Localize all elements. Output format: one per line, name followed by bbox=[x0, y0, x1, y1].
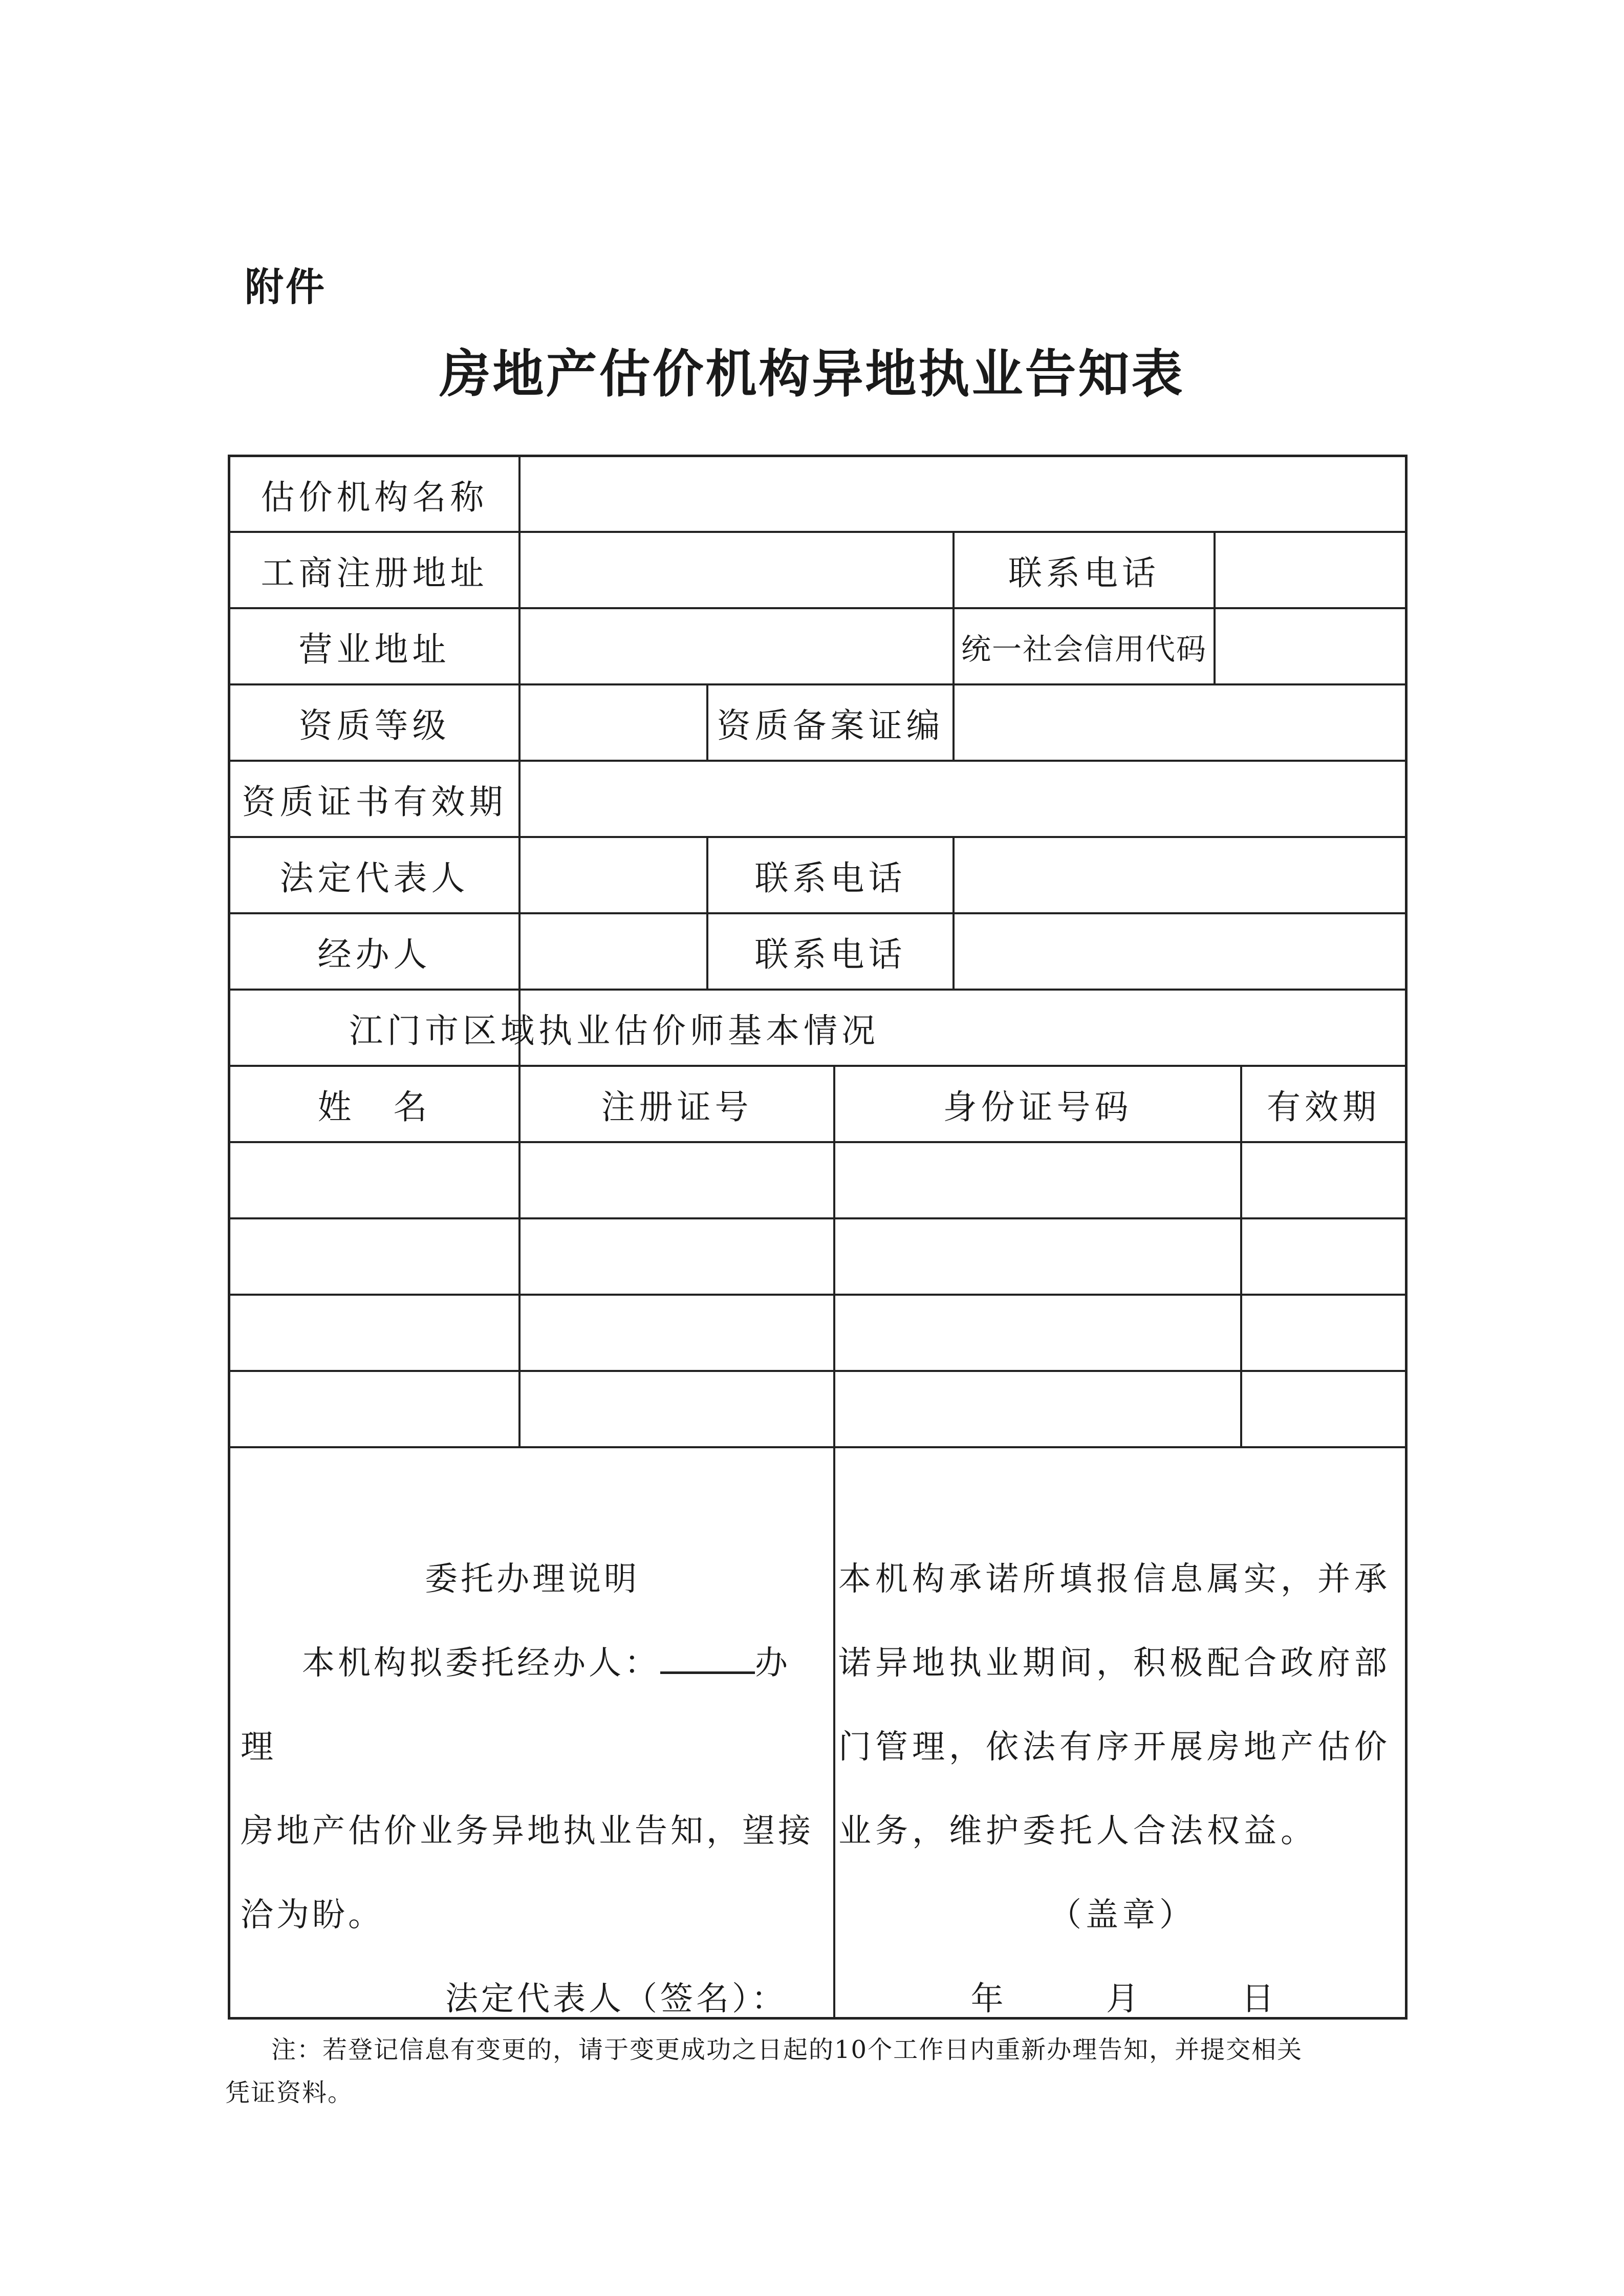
input-credit-code[interactable] bbox=[1216, 609, 1405, 683]
input-qualification-record-no[interactable] bbox=[955, 685, 1405, 760]
label-legal-rep: 法定代表人 bbox=[279, 859, 469, 898]
footnote bbox=[225, 2028, 1413, 2114]
entrust-line-1: 本机构拟委托经办人： 办理 bbox=[241, 1621, 824, 1789]
handler-blank[interactable] bbox=[660, 1643, 755, 1674]
input-qualification-level[interactable] bbox=[521, 685, 706, 760]
date-line: 年 月 日 bbox=[970, 1980, 1305, 2018]
column-header-validity: 有效期 bbox=[1267, 1087, 1380, 1127]
signature-line: 法定代表人（签名）： bbox=[445, 1980, 787, 2018]
row-line bbox=[230, 1446, 1405, 1448]
column-header-reg-no: 注册证号 bbox=[601, 1087, 753, 1127]
footnote-line-2: 凭证资料。 bbox=[225, 2078, 354, 2107]
table-row[interactable] bbox=[230, 1219, 1405, 1294]
notification-form bbox=[228, 455, 1408, 2020]
label-contact-phone-3: 联系电话 bbox=[754, 935, 906, 974]
promise-line-4: 业务，维护委托人合法权益。 bbox=[838, 1812, 1317, 1850]
input-contact-phone-3[interactable] bbox=[955, 914, 1405, 989]
entrust-explanation bbox=[241, 1537, 824, 2041]
input-reg-address[interactable] bbox=[521, 533, 952, 607]
input-handler[interactable] bbox=[521, 914, 706, 989]
label-business-address: 营业地址 bbox=[298, 630, 450, 669]
promise-line-2: 诺异地执业期间，积极配合政府部 bbox=[838, 1644, 1391, 1682]
entrust-heading: 委托办理说明 bbox=[425, 1560, 640, 1598]
input-contact-phone-2[interactable] bbox=[955, 838, 1405, 912]
input-org-name[interactable] bbox=[521, 457, 1405, 531]
table-row[interactable] bbox=[230, 1296, 1405, 1370]
label-org-name: 估价机构名称 bbox=[261, 477, 488, 517]
label-credit-code: 统一社会信用代码 bbox=[961, 631, 1207, 667]
promise-line-1: 本机构承诺所填报信息属实，并承 bbox=[838, 1560, 1391, 1598]
label-reg-address: 工商注册地址 bbox=[261, 553, 488, 593]
commitment-statement bbox=[838, 1537, 1406, 2041]
label-qualification-record-no: 资质备案证编 bbox=[717, 706, 944, 745]
input-legal-rep[interactable] bbox=[521, 838, 706, 912]
section-title: 江门市区域执业估价师基本情况 bbox=[349, 1011, 879, 1050]
label-qualification-level: 资质等级 bbox=[298, 706, 450, 745]
column-header-name: 姓 名 bbox=[317, 1087, 431, 1127]
entrust-line-3: 洽为盼。 bbox=[241, 1896, 384, 1934]
label-contact-phone-2: 联系电话 bbox=[754, 859, 906, 898]
col-line bbox=[833, 1446, 835, 2017]
annex-label: 附件 bbox=[245, 264, 327, 310]
label-handler: 经办人 bbox=[317, 935, 431, 974]
seal-label: （盖章） bbox=[1049, 1896, 1196, 1934]
input-contact-phone-1[interactable] bbox=[1216, 533, 1405, 607]
promise-line-3: 门管理，依法有序开展房地产估价 bbox=[838, 1728, 1391, 1766]
column-header-id-no: 身份证号码 bbox=[943, 1087, 1133, 1127]
form-title: 房地产估价机构异地执业告知表 bbox=[439, 344, 1185, 404]
footnote-line-1: 注：若登记信息有变更的，请于变更成功之日起的10个工作日内重新办理告知，并提交相关 bbox=[271, 2035, 1303, 2064]
label-contact-phone-1: 联系电话 bbox=[1008, 553, 1160, 593]
table-row[interactable] bbox=[230, 1143, 1405, 1217]
entrust-line-2: 房地产估价业务异地执业告知，望接 bbox=[241, 1812, 814, 1850]
table-row[interactable] bbox=[230, 1372, 1405, 1446]
input-cert-validity[interactable] bbox=[521, 762, 1405, 836]
label-cert-validity: 资质证书有效期 bbox=[242, 782, 507, 822]
input-business-address[interactable] bbox=[521, 609, 952, 683]
